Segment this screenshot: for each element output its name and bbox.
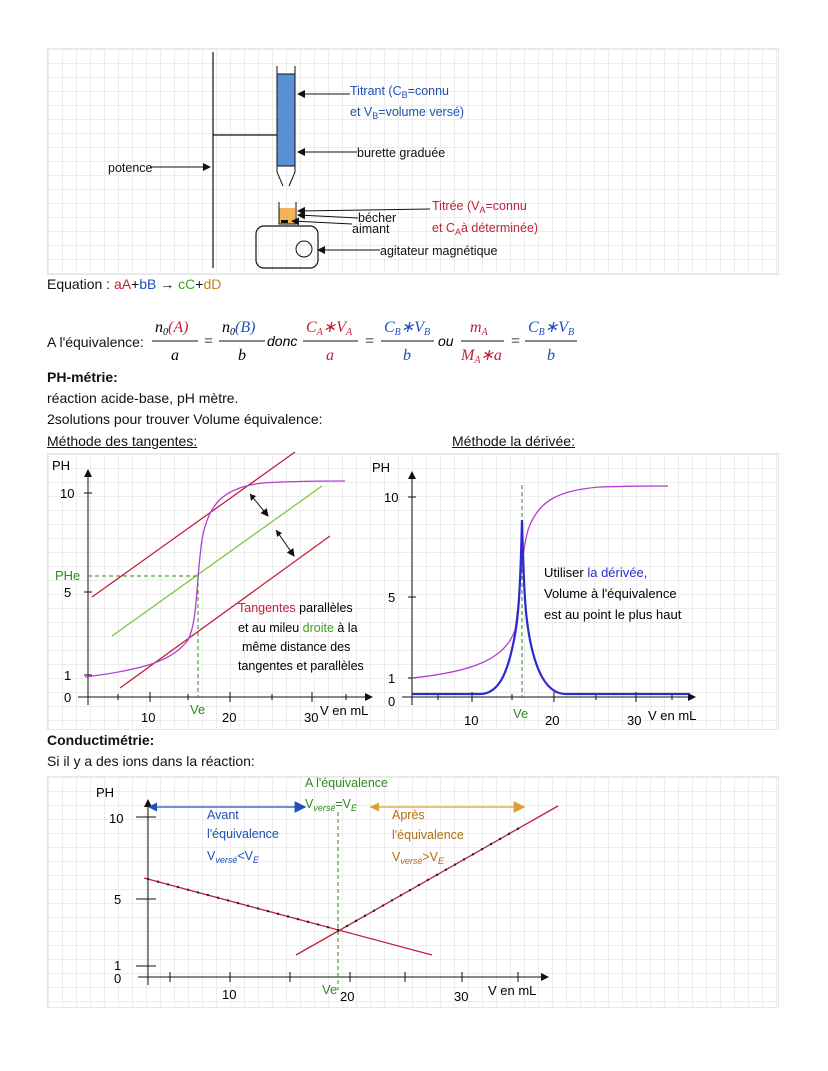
der-xtick-10: 10 <box>464 713 479 728</box>
apres-l1: Après <box>392 808 425 822</box>
f6-num: CB∗VB <box>528 319 575 338</box>
measure-points-after <box>337 828 519 933</box>
measure-point <box>364 915 366 917</box>
titree-label-l1: Titrée ($V_A=connu$ <box>432 199 527 215</box>
svg-text:=: = <box>203 333 214 350</box>
measure-point <box>287 915 289 917</box>
der-ytick-0: 0 <box>388 694 396 709</box>
der-ytick-5: 5 <box>388 590 396 605</box>
der-note-l2: Volume à l'équivalence <box>544 586 677 601</box>
measure-point <box>157 881 159 883</box>
tan-ylabel: PH <box>52 458 71 473</box>
tan-xlabel: V en mL <box>320 703 369 718</box>
f4-num: CB∗VB <box>384 319 431 338</box>
f2-num: n0(B) <box>222 319 256 338</box>
burette-label: burette graduée <box>357 146 446 160</box>
avant-l2: l'équivalence <box>207 827 279 841</box>
svg-text:=: = <box>510 333 521 350</box>
der-ytick-1: 1 <box>388 671 396 686</box>
der-ytick-10: 10 <box>384 490 399 505</box>
tan-xtick-30: 30 <box>304 710 319 725</box>
measure-point <box>187 889 189 891</box>
measure-point <box>307 921 309 923</box>
der-ylabel: PH <box>372 460 391 475</box>
apres-l2: l'équivalence <box>392 828 464 842</box>
measure-point <box>327 926 329 928</box>
f4-den: b <box>403 347 411 364</box>
becher-label: bécher <box>358 211 397 225</box>
measure-point <box>267 910 269 912</box>
tan-xtick-20: 20 <box>222 710 237 725</box>
f3-den: a <box>326 347 334 364</box>
conductimetrie-line1: Si il y a des ions dans la réaction: <box>47 753 255 769</box>
f6-den: b <box>547 347 555 364</box>
con-ytick-0: 0 <box>114 971 122 986</box>
measure-point <box>508 833 510 835</box>
f2-den: b <box>238 347 246 364</box>
measure-point <box>517 828 519 830</box>
measure-point <box>147 878 149 880</box>
measure-point <box>382 904 384 906</box>
f5-num: mA <box>470 319 488 338</box>
phmetrie-title: PH-métrie: <box>47 369 118 385</box>
con-xtick-10: 10 <box>222 987 237 1002</box>
f5-den: MA∗a <box>461 347 502 366</box>
der-note-l1: Utiliser la dérivée, <box>544 565 648 580</box>
tan-ytick-0: 0 <box>64 690 72 705</box>
measure-point <box>277 913 279 915</box>
measure-point <box>481 848 483 850</box>
measure-point <box>167 883 169 885</box>
tan-note-l2: et au mileu droite à la <box>238 621 358 635</box>
tan-ytick-1: 1 <box>64 668 72 683</box>
avant-l1: Avant <box>207 808 239 822</box>
der-xtick-30: 30 <box>627 713 642 728</box>
measure-point <box>391 899 393 901</box>
measure-point <box>217 897 219 899</box>
eq-label-l2: $V_{versé}=V_E$ <box>305 797 358 813</box>
measure-point <box>454 863 456 865</box>
equivalence-label: A l'équivalence: <box>47 334 144 350</box>
ou: ou <box>438 333 454 349</box>
con-xlabel: V en mL <box>488 983 537 998</box>
measure-point <box>355 920 357 922</box>
conductimetrie-title: Conductimétrie: <box>47 732 155 748</box>
der-ve-label: Ve <box>513 706 529 721</box>
tan-ytick-10: 10 <box>60 486 75 501</box>
measure-point <box>317 923 319 925</box>
potence-label: potence <box>108 161 153 175</box>
measure-point <box>490 843 492 845</box>
agitateur-label: agitateur magnétique <box>380 244 498 258</box>
der-xlabel: V en mL <box>648 708 697 723</box>
tan-note-l4: tangentes et parallèles <box>238 659 364 673</box>
con-ytick-1: 1 <box>114 958 122 973</box>
tan-ytick-5: 5 <box>64 585 72 600</box>
measure-point <box>499 838 501 840</box>
svg-text:=: = <box>364 333 375 350</box>
measure-point <box>207 894 209 896</box>
titrant-label-l1: Titrant ($C_B=connu$ <box>350 84 449 100</box>
der-xtick-20: 20 <box>545 713 560 728</box>
phe-label: PHe <box>55 568 81 583</box>
measure-point <box>472 853 474 855</box>
f1-num: n0(A) <box>155 319 189 338</box>
measure-point <box>463 858 465 860</box>
measure-point <box>346 925 348 927</box>
measure-point <box>409 889 411 891</box>
phmetrie-line1: réaction acide-base, pH mètre. <box>47 390 239 406</box>
aimant-label: aimant <box>352 222 390 236</box>
measure-point <box>400 894 402 896</box>
apres-l3: $V_{versé}>V_E$ <box>392 850 445 866</box>
measure-point <box>445 868 447 870</box>
tangentes-title: Méthode des tangentes: <box>47 433 198 449</box>
derivee-title: Méthode la dérivée: <box>452 433 575 449</box>
con-ylabel: PH <box>96 785 115 800</box>
donc: donc <box>267 333 298 349</box>
con-ytick-5: 5 <box>114 892 122 907</box>
tan-note-l3: même distance des <box>242 640 351 654</box>
tan-note-l1: Tangentes parallèles <box>238 601 353 615</box>
avant-l3: $V_{versé}<V_E$ <box>207 849 260 865</box>
con-xtick-30: 30 <box>454 989 469 1004</box>
f3-num: CA∗VA <box>306 319 353 338</box>
titrant-label-l2: et $V_B=volume$ versé) <box>350 105 465 121</box>
measure-point <box>373 909 375 911</box>
eq-label-l1: A l'équivalence <box>305 776 389 790</box>
measure-point <box>177 886 179 888</box>
con-ve-label: Ve <box>322 982 338 997</box>
measure-point <box>197 891 199 893</box>
con-ytick-10: 10 <box>109 811 124 826</box>
measure-point <box>247 905 249 907</box>
measure-point <box>257 907 259 909</box>
measure-point <box>237 902 239 904</box>
measure-point <box>418 884 420 886</box>
measure-point <box>227 899 229 901</box>
f1-den: a <box>171 347 179 364</box>
tan-xtick-10: 10 <box>141 710 156 725</box>
measure-point <box>297 918 299 920</box>
phmetrie-line2: 2solutions pour trouver Volume équivalence: <box>47 411 323 427</box>
equation-line: Equation : aA+bB → cC+dD <box>47 276 222 292</box>
der-note-l3: est au point le plus haut <box>544 607 682 622</box>
measure-point <box>436 874 438 876</box>
titree-label-l2: et $C_Aà$ déterminée) <box>432 221 539 237</box>
measure-point <box>427 879 429 881</box>
tan-ve-label: Ve <box>190 702 206 717</box>
con-xtick-20: 20 <box>340 989 355 1004</box>
